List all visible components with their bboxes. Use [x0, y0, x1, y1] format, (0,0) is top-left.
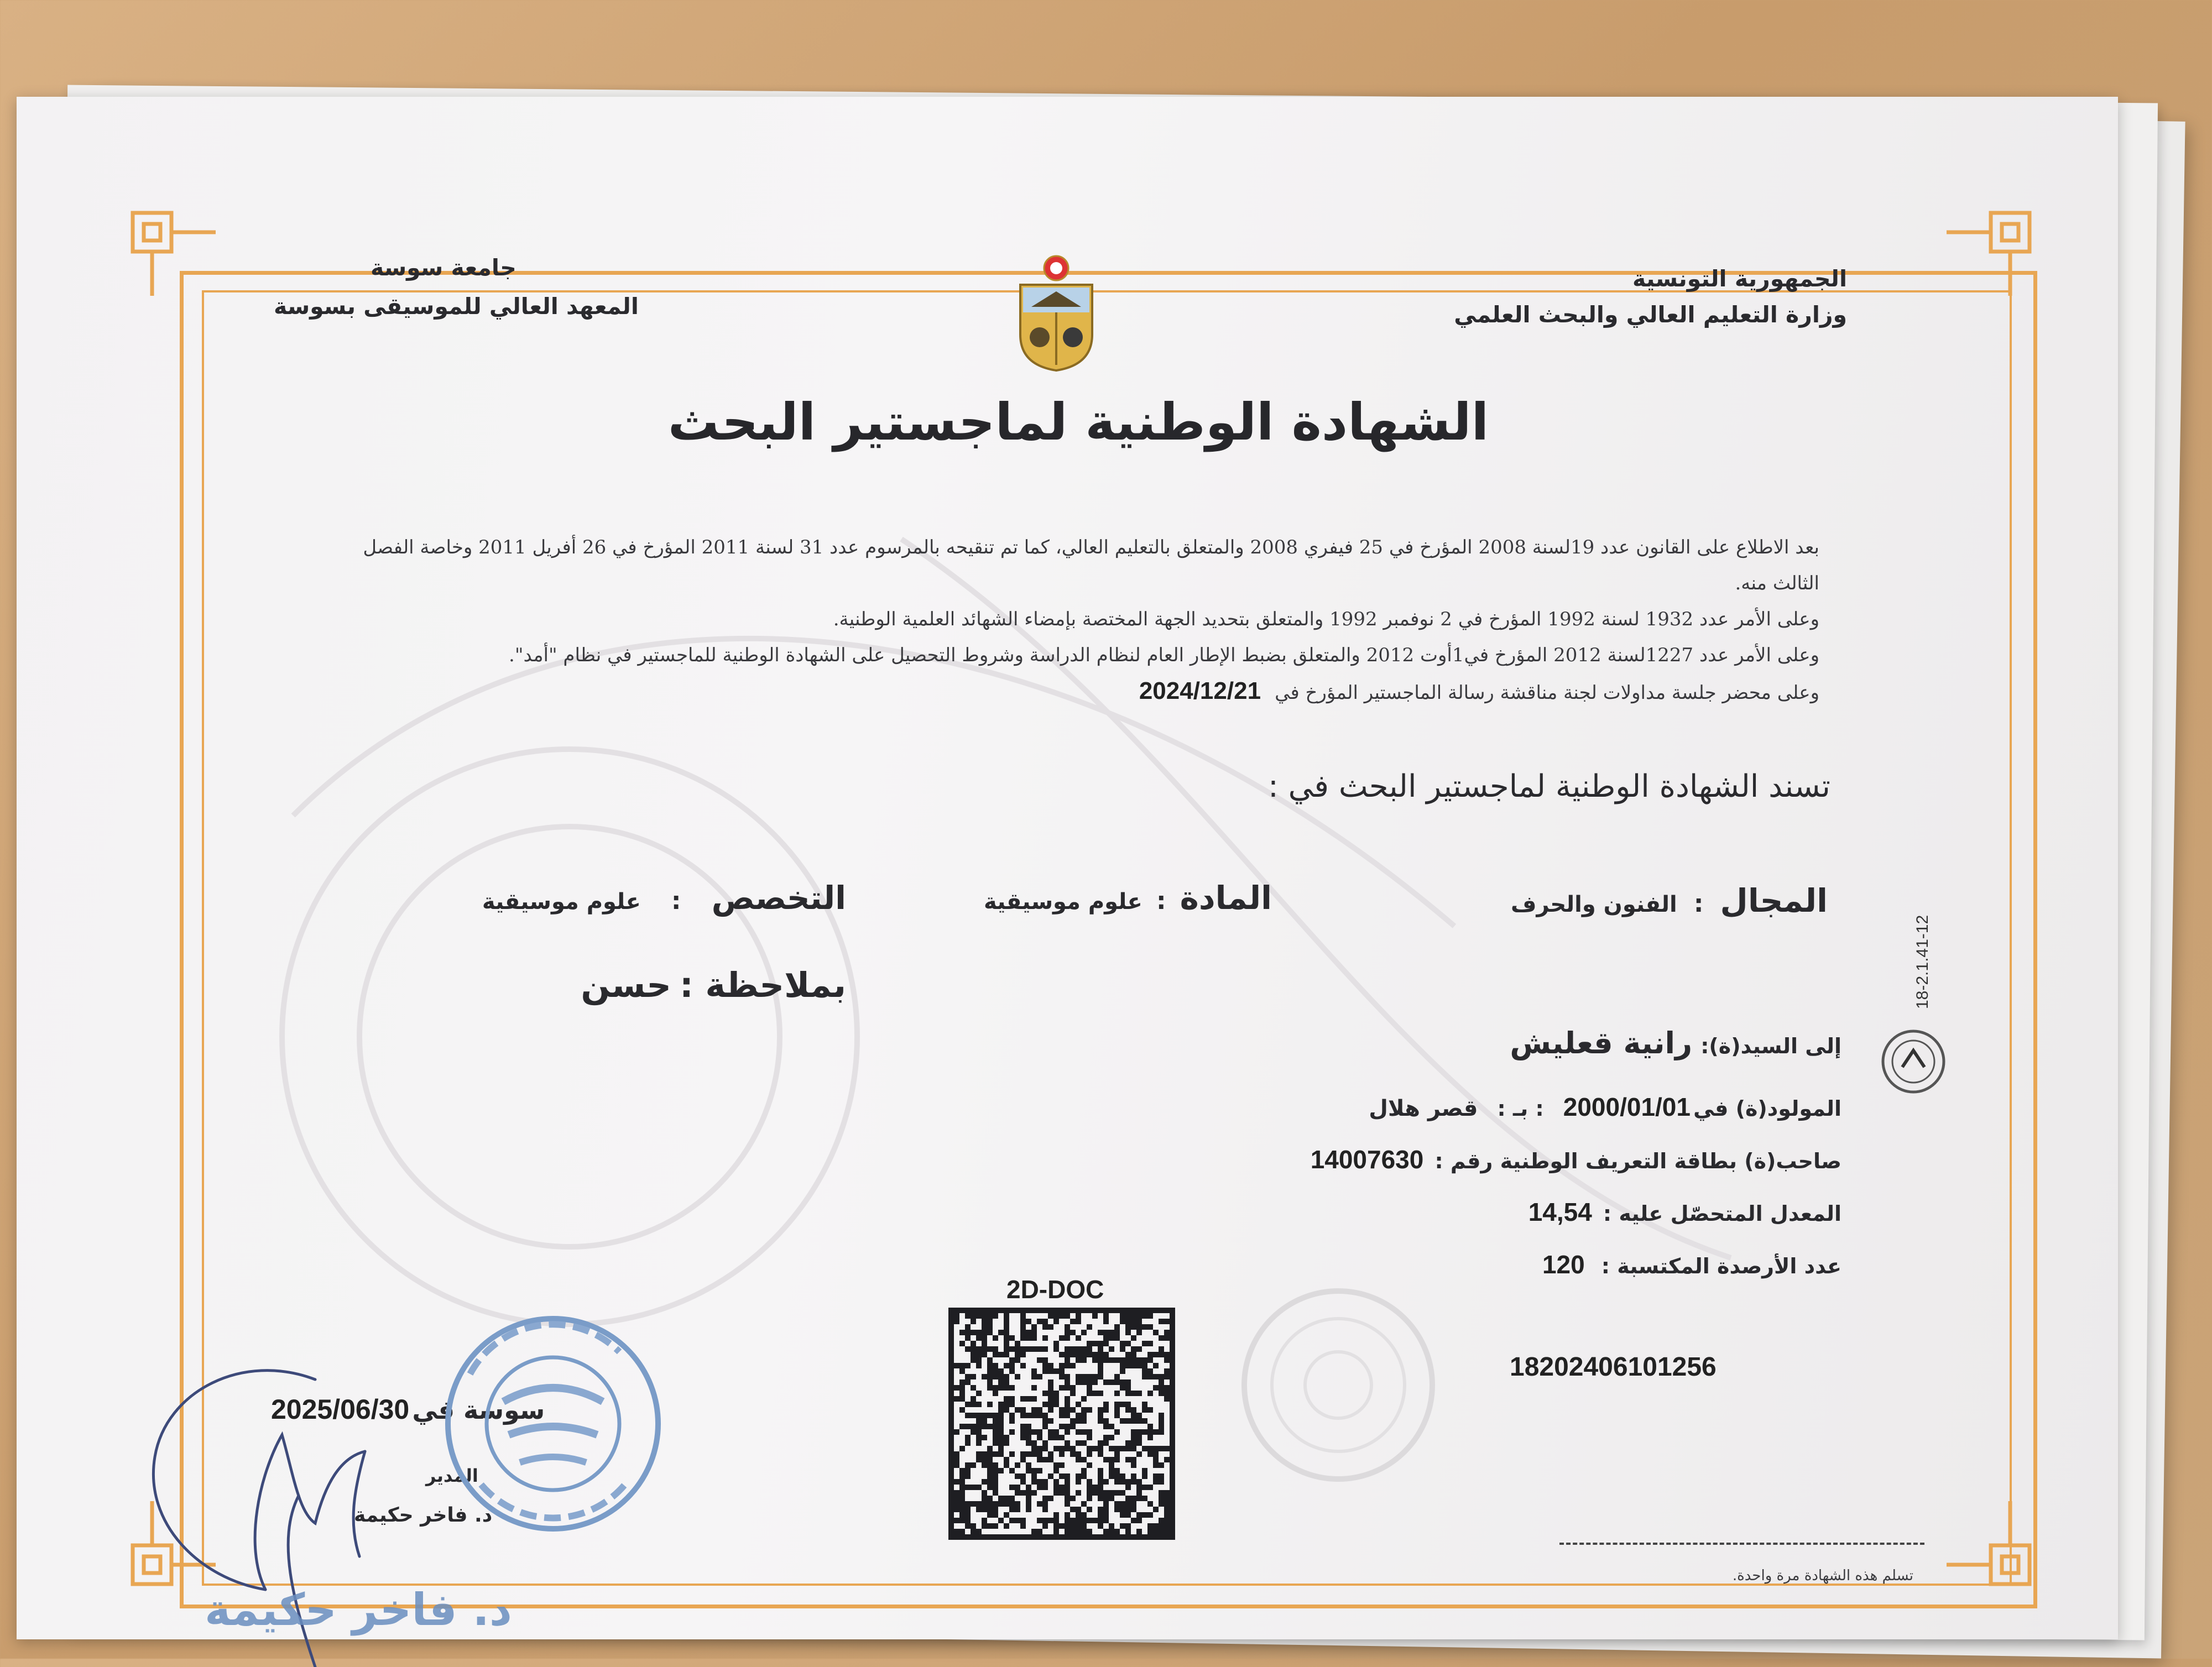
signature-role: المدير: [426, 1465, 478, 1486]
preamble-line-4: وعلى الأمر عدد 1227لسنة 2012 المؤرخ في1أوت 2012 والمتعلق بضبط الإطار العام لنظام الدراسة وشروط التحصيل على الشهادة الوطنية للماجستير في نظام "أمد".: [509, 644, 1819, 666]
birth-line: [1369, 1092, 1841, 1122]
domain-colon: :: [1693, 890, 1704, 918]
deliberation-date: 2024/12/21: [1139, 677, 1261, 704]
birth-place: قصر هلال: [1369, 1096, 1478, 1121]
place-label: سوسة في: [412, 1395, 545, 1425]
specialty-label: التخصص: [711, 879, 846, 917]
field-specialty: [482, 879, 846, 917]
certificate-sheet: [17, 97, 2118, 1639]
birth-at-label: : بـ :: [1497, 1096, 1544, 1121]
field-grade: [581, 965, 846, 1005]
to-label: إلى السيد(ة):: [1700, 1034, 1841, 1058]
stamped-director-name: د. فاخر حكيمة: [205, 1584, 512, 1635]
corner-ornament-top-right: [1947, 191, 2052, 296]
header-institute: المعهد العالي للموسيقى بسوسة: [274, 293, 639, 320]
recipient-name-line: [1510, 1026, 1841, 1060]
recipient-name: رانية قعليش: [1510, 1026, 1693, 1060]
subject-label: المادة: [1180, 879, 1272, 917]
embossed-seal: [1233, 1280, 1443, 1490]
qr-label: 2D-DOC: [1006, 1275, 1104, 1304]
preamble-line-2: الثالث منه.: [1735, 572, 1819, 594]
average-value: 14,54: [1528, 1198, 1592, 1226]
id-number: 14007630: [1310, 1145, 1424, 1174]
header-university: جامعة سوسة: [371, 254, 517, 281]
field-domain: [1511, 882, 1828, 919]
born-label: المولود(ة) في: [1693, 1096, 1841, 1121]
small-seal-icon: [1877, 1026, 1949, 1098]
id-label: صاحب(ة) بطاقة التعريف الوطنية رقم :: [1434, 1149, 1841, 1173]
signature-date: 2025/06/30: [271, 1394, 410, 1425]
credits-line: [1542, 1250, 1841, 1279]
domain-value: الفنون والحرف: [1510, 892, 1677, 917]
preamble-line-3: وعلى الأمر عدد 1932 لسنة 1992 المؤرخ في 2 نوفمبر 1992 والمتعلق بتحديد الجهة المختصة بإمضاء الشهائد العلمية الوطنية.: [833, 608, 1819, 630]
preamble-line-5-text: وعلى محضر جلسة مداولات لجنة مناقشة رسالة الماجستير المؤرخ في: [1275, 682, 1819, 704]
footer-note: تسلم هذه الشهادة مرة واحدة.: [1732, 1567, 1913, 1584]
grade-label: بملاحظة :: [680, 965, 846, 1005]
header-ministry: وزارة التعليم العالي والبحث العلمي: [1454, 301, 1847, 328]
award-line: تسند الشهادة الوطنية لماجستير البحث في :: [1267, 769, 1830, 804]
domain-label: المجال: [1720, 882, 1828, 919]
grade-value: حسن: [581, 965, 671, 1005]
2d-doc-barcode: [948, 1308, 1175, 1540]
preamble-line-1: بعد الاطلاع على القانون عدد 19لسنة 2008 المؤرخ في 25 فيفري 2008 والمتعلق بالتعليم العالي، كما تم تنقيحه بالمرسوم عدد 31 لسنة 2011 المؤرخ في 26 أفريل 2011 وخاصة الفصل: [363, 536, 1819, 558]
average-label: المعدل المتحصّل عليه :: [1603, 1201, 1841, 1226]
serial-number: 18202406101256: [1510, 1352, 1717, 1382]
subject-colon: :: [1156, 887, 1166, 915]
credits-label: عدد الأرصدة المكتسبة :: [1601, 1254, 1841, 1278]
corner-ornament-top-left: [111, 191, 216, 296]
coat-of-arms-emblem: [1009, 252, 1103, 373]
id-line: [1311, 1145, 1841, 1174]
side-reference-code: 18-2.1.41-12: [1913, 915, 1932, 1009]
signature-name: د. فاخر حكيمة: [354, 1504, 493, 1527]
credits-value: 120: [1542, 1250, 1585, 1279]
header-republic: الجمهورية التونسية: [1632, 265, 1847, 292]
subject-value: علوم موسيقية: [984, 889, 1142, 915]
average-line: [1528, 1197, 1841, 1227]
field-subject: [984, 879, 1272, 917]
specialty-value: علوم موسيقية: [482, 889, 641, 915]
footer-dashed-line: [1559, 1543, 1924, 1545]
specialty-colon: :: [671, 887, 681, 915]
corner-ornament-bottom-right: [1947, 1501, 2052, 1606]
preamble-line-5: [1139, 677, 1819, 705]
certificate-title: الشهادة الوطنية لماجستير البحث: [667, 393, 1489, 452]
birth-date: 2000/01/01: [1563, 1093, 1691, 1121]
